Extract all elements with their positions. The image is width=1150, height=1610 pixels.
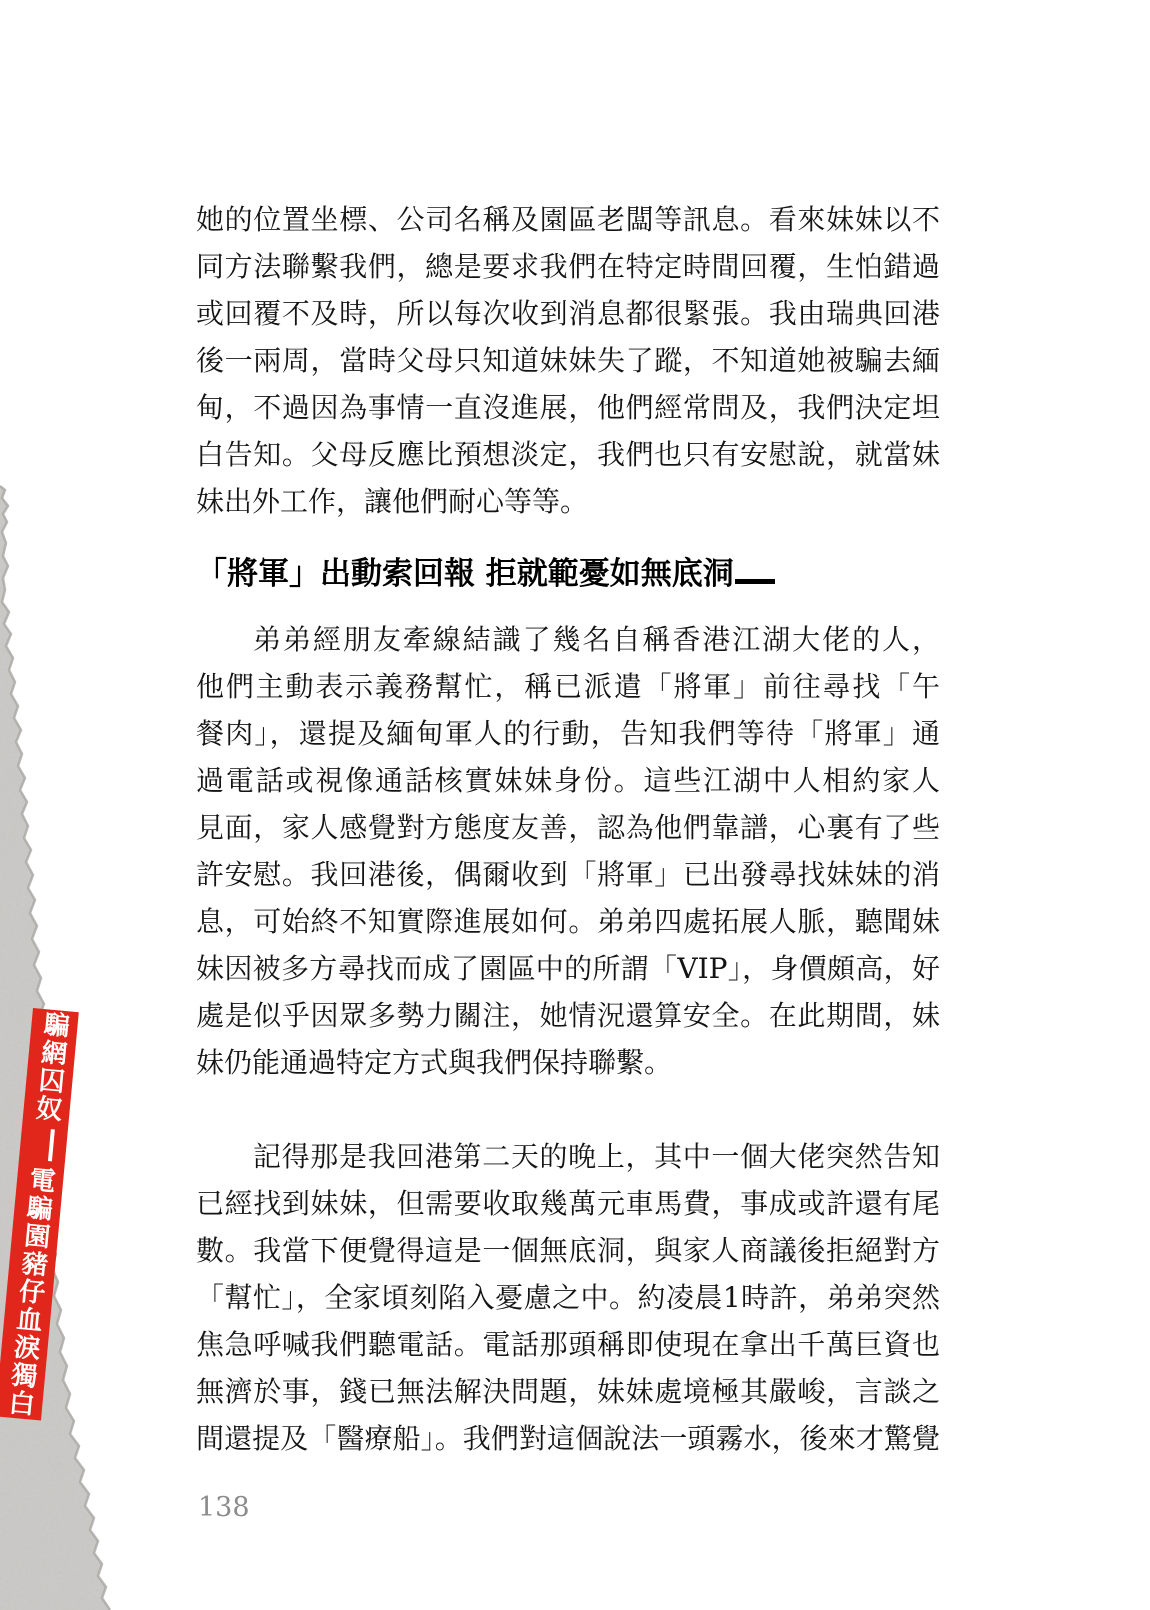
- paragraph-2: [196, 616, 940, 1086]
- text-line: 息，可始終不知實際進展如何。弟弟四處拓展人脈，聽聞妹: [196, 905, 940, 938]
- text-line: 白告知。父母反應比預想淡定，我們也只有安慰說，就當妹: [196, 438, 940, 471]
- text-line: 他們主動表示義務幫忙，稱已派遣「將軍」前往尋找「午: [196, 670, 940, 703]
- text-line: 數。我當下便覺得這是一個無底洞，與家人商議後拒絕對方: [196, 1234, 940, 1267]
- text-line: 焦急呼喊我們聽電話。電話那頭稱即使現在拿出千萬巨資也: [196, 1328, 940, 1361]
- paragraph-3: [196, 1133, 940, 1462]
- text-line: 弟弟經朋友牽線結識了幾名自稱香港江湖大佬的人，: [253, 623, 940, 656]
- section-heading: [196, 551, 940, 598]
- text-line: 無濟於事，錢已無法解決問題，妹妹處境極其嚴峻，言談之: [196, 1375, 940, 1408]
- text-line: 同方法聯繫我們，總是要求我們在特定時間回覆，生怕錯過: [196, 250, 940, 283]
- text-line: 妹因被多方尋找而成了園區中的所謂「VIP」，身價頗高，好: [196, 952, 940, 985]
- paragraph-1: [196, 196, 940, 525]
- text-line: 或回覆不及時，所以每次收到消息都很緊張。我由瑞典回港: [196, 297, 940, 330]
- text-line: 餐肉」，還提及緬甸軍人的行動，告知我們等待「將軍」通: [196, 717, 940, 750]
- text-line: 已經找到妹妹，但需要收取幾萬元車馬費，事成或許還有尾: [196, 1187, 940, 1220]
- spine-banner-subtitle: 電騙園豬仔血淚獨白: [3, 1165, 57, 1419]
- spine-banner-dash: [47, 1129, 54, 1161]
- heading-underline: [735, 579, 775, 584]
- text-line: 記得那是我回港第二天的晚上，其中一個大佬突然告知: [253, 1140, 940, 1173]
- text-line: 過電話或視像通話核實妹妹身份。這些江湖中人相約家人: [196, 764, 940, 797]
- text-line: 甸，不過因為事情一直沒進展，他們經常問及，我們決定坦: [196, 391, 940, 424]
- text-line: 許安慰。我回港後，偶爾收到「將軍」已出發尋找妹妹的消: [196, 858, 940, 891]
- text-line: 她的位置坐標、公司名稱及園區老闆等訊息。看來妹妹以不: [196, 203, 940, 236]
- text-line: 見面，家人感覺對方態度友善，認為他們靠譜，心裏有了些: [196, 811, 940, 844]
- spine-banner-title: 騙網囚奴: [30, 1009, 71, 1125]
- text-line: 「幫忙」，全家頃刻陷入憂慮之中。約凌晨1時許，弟弟突然: [196, 1281, 940, 1314]
- text-line: 妹仍能通過特定方式與我們保持聯繫。: [196, 1046, 673, 1079]
- text-line: 妹出外工作，讓他們耐心等等。: [196, 485, 589, 518]
- text-line: 處是似乎因眾多勢力關注，她情況還算安全。在此期間，妹: [196, 999, 940, 1032]
- text-line: 間還提及「醫療船」。我們對這個說法一頭霧水，後來才驚覺: [196, 1422, 940, 1455]
- page-number: 138: [198, 1492, 250, 1523]
- section-heading-text: 「將軍」出動索回報 拒就範憂如無底洞: [196, 556, 734, 592]
- body-text: [196, 196, 940, 1462]
- text-line: 後一兩周，當時父母只知道妹妹失了蹤，不知道她被騙去緬: [196, 344, 940, 377]
